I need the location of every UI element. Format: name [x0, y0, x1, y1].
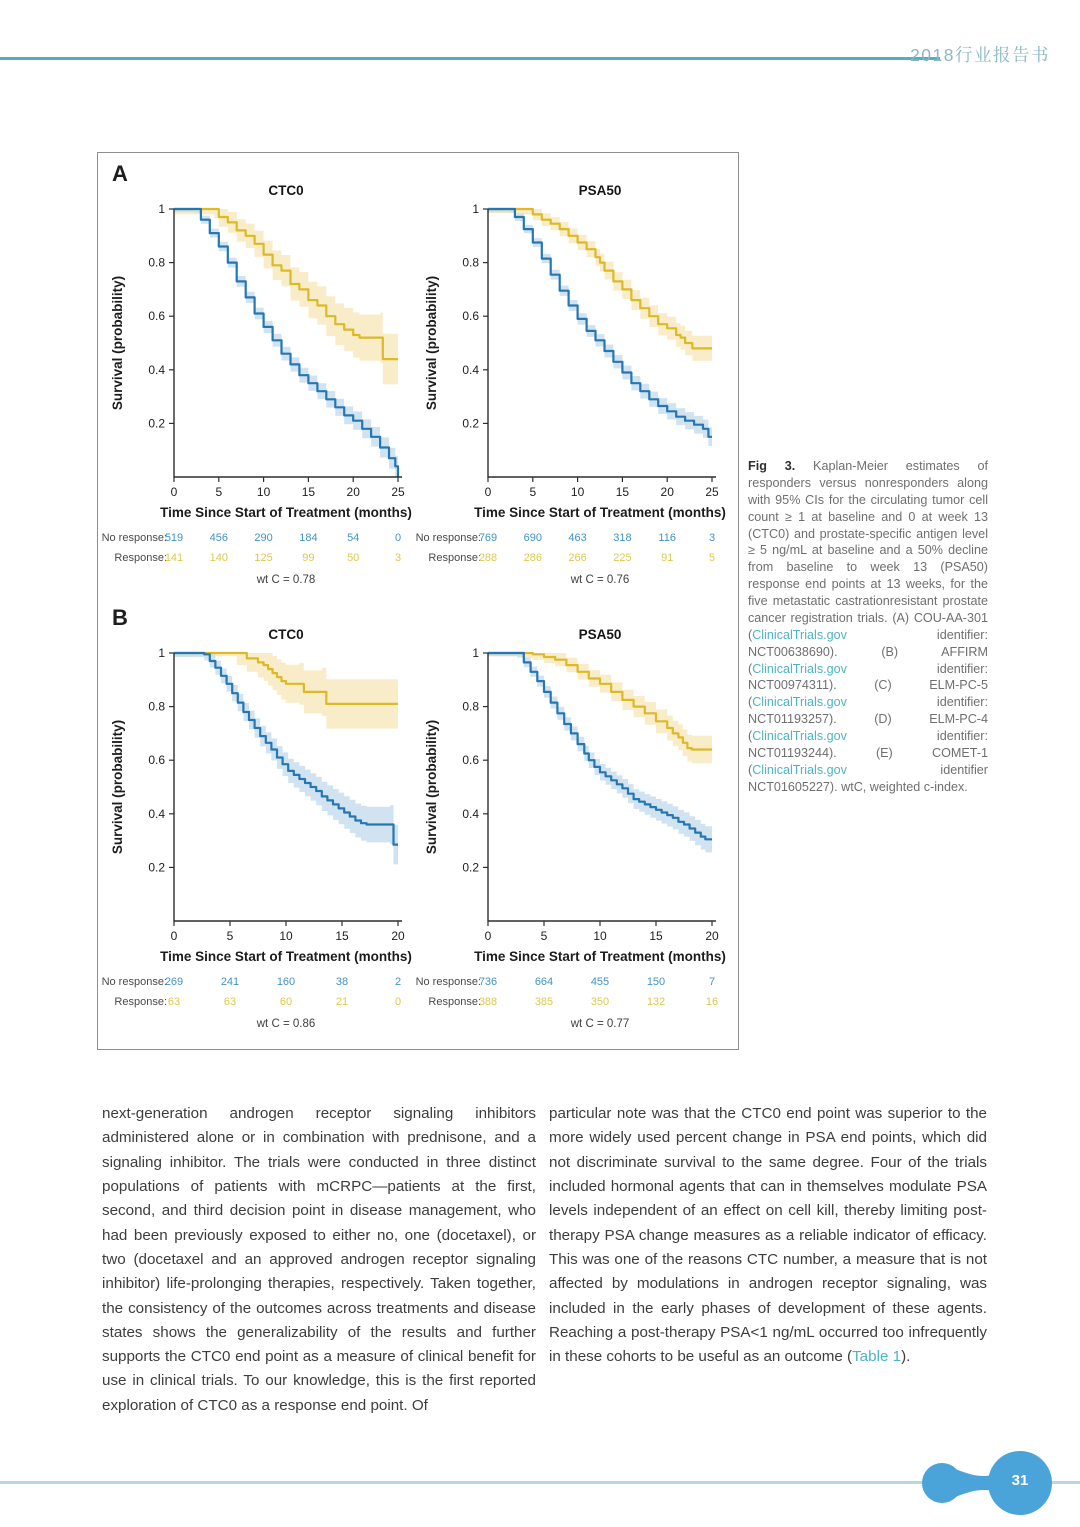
svg-text:Response:: Response:	[114, 996, 167, 1008]
km-chart-b-psa50	[415, 623, 726, 1041]
svg-text:63: 63	[167, 996, 181, 1008]
svg-text:1: 1	[472, 646, 479, 660]
svg-text:269: 269	[164, 976, 184, 988]
svg-text:388: 388	[478, 996, 498, 1008]
text-run: particular note was that the CTC0 end point was superior to the more widely used percent change in PSA end points, which did not discriminate survival to the same degree. Four of the trials included hormonal agents that can in themselves modulate PSA levels independent of an effect on cell kill, thereby limiting post-therapy PSA change measures as a reliable indicator of efficacy. This was one of the reasons CTC number, a measure that is not affected by modulations in androgen receptor signaling, was included in the early phases of development of these agents. Reaching a post-therapy PSA<1 ng/mL occurred too infrequently in these cohorts to be useful as an outcome (	[549, 1105, 987, 1366]
svg-text:10: 10	[593, 929, 607, 943]
figure-3-panel	[97, 152, 739, 1050]
svg-text:PSA50: PSA50	[578, 183, 622, 198]
svg-text:Response:: Response:	[428, 552, 481, 564]
svg-text:266: 266	[568, 552, 587, 564]
svg-text:463: 463	[568, 532, 587, 544]
svg-text:0.8: 0.8	[462, 255, 479, 270]
svg-text:0: 0	[170, 485, 178, 499]
svg-text:5: 5	[215, 485, 223, 499]
clinicaltrials-gov-link[interactable]: ClinicalTrials.gov	[752, 627, 847, 642]
svg-text:Time Since Start of Treatment: Time Since Start of Treatment (months)	[474, 949, 726, 964]
svg-text:0.6: 0.6	[462, 309, 479, 324]
body-left-column	[102, 1102, 536, 1418]
svg-text:1: 1	[158, 646, 165, 660]
svg-text:3: 3	[394, 552, 402, 564]
svg-text:20: 20	[346, 485, 360, 499]
svg-text:Survival (probability): Survival (probability)	[110, 719, 125, 855]
svg-text:No response:: No response:	[101, 976, 167, 988]
svg-text:0.4: 0.4	[462, 362, 479, 377]
text-run: identifier: NCT01193244). (E) COMET-1 (	[748, 729, 988, 777]
svg-text:455: 455	[590, 976, 610, 988]
svg-text:No response:: No response:	[415, 532, 481, 544]
svg-text:385: 385	[534, 996, 554, 1008]
svg-text:3: 3	[708, 532, 716, 544]
svg-text:241: 241	[220, 976, 240, 988]
svg-text:15: 15	[301, 485, 316, 499]
svg-text:20: 20	[705, 929, 719, 943]
svg-text:0.6: 0.6	[148, 309, 165, 324]
panel-b-label: B	[112, 605, 128, 630]
svg-text:wt C = 0.77: wt C = 0.77	[570, 1018, 630, 1030]
svg-text:5: 5	[226, 929, 234, 943]
svg-text:1: 1	[472, 202, 479, 216]
svg-text:290: 290	[254, 532, 273, 544]
svg-text:63: 63	[223, 996, 237, 1008]
svg-text:16: 16	[705, 996, 719, 1008]
svg-text:CTC0: CTC0	[268, 183, 304, 198]
svg-text:0.4: 0.4	[148, 362, 165, 377]
svg-text:PSA50: PSA50	[578, 627, 622, 642]
text-run: ).	[901, 1348, 911, 1366]
svg-text:0.8: 0.8	[148, 255, 165, 270]
svg-text:Time Since Start of Treatment: Time Since Start of Treatment (months)	[474, 505, 726, 520]
svg-text:CTC0: CTC0	[268, 627, 304, 642]
svg-text:0.8: 0.8	[462, 699, 479, 714]
svg-text:125: 125	[254, 552, 273, 564]
svg-text:150: 150	[646, 976, 666, 988]
km-plot-svg	[101, 179, 412, 597]
svg-text:0.8: 0.8	[148, 699, 165, 714]
svg-text:0: 0	[170, 929, 178, 943]
svg-text:7: 7	[708, 976, 716, 988]
svg-text:99: 99	[302, 552, 315, 564]
svg-text:Response:: Response:	[428, 996, 481, 1008]
svg-text:288: 288	[478, 552, 498, 564]
svg-text:5: 5	[529, 485, 537, 499]
svg-text:0.2: 0.2	[462, 860, 479, 875]
svg-text:690: 690	[523, 532, 542, 544]
svg-text:20: 20	[391, 929, 405, 943]
svg-text:225: 225	[613, 552, 632, 564]
km-plot-svg	[101, 623, 412, 1041]
svg-text:No response:: No response:	[101, 532, 167, 544]
header-rule	[0, 57, 940, 60]
svg-text:21: 21	[335, 996, 349, 1008]
svg-text:10: 10	[570, 485, 585, 499]
svg-text:wt C = 0.78: wt C = 0.78	[256, 574, 316, 586]
table-1-link[interactable]: Table 1	[852, 1348, 902, 1366]
svg-text:769: 769	[478, 532, 498, 544]
svg-text:286: 286	[523, 552, 542, 564]
svg-text:0.4: 0.4	[462, 806, 479, 821]
svg-text:91: 91	[661, 552, 674, 564]
svg-text:54: 54	[347, 532, 360, 544]
km-chart-b-ctc0	[101, 623, 412, 1041]
figure-caption-label: Fig 3.	[748, 459, 814, 473]
svg-text:Response:: Response:	[114, 552, 167, 564]
svg-text:15: 15	[649, 929, 663, 943]
text-run: identifier NCT01605227). wtC, weighted c-index.	[748, 762, 988, 794]
svg-text:50: 50	[347, 552, 360, 564]
svg-text:2: 2	[394, 976, 402, 988]
svg-text:Survival (probability): Survival (probability)	[110, 275, 125, 411]
svg-text:350: 350	[590, 996, 610, 1008]
svg-text:1: 1	[158, 202, 165, 216]
svg-text:10: 10	[256, 485, 271, 499]
svg-text:15: 15	[335, 929, 349, 943]
km-plot-svg	[415, 179, 726, 597]
svg-text:0.4: 0.4	[148, 806, 165, 821]
clinicaltrials-gov-link[interactable]: ClinicalTrials.gov	[752, 762, 847, 777]
figure-caption	[748, 458, 988, 796]
footer-rule	[0, 1481, 1080, 1484]
text-run: identifier: NCT00974311). (C) ELM-PC-5 (	[748, 661, 988, 710]
svg-text:0.6: 0.6	[462, 753, 479, 768]
svg-text:0.6: 0.6	[148, 753, 165, 768]
clinicaltrials-gov-link[interactable]: ClinicalTrials.gov	[752, 729, 847, 743]
svg-text:Time Since Start of Treatment: Time Since Start of Treatment (months)	[160, 949, 412, 964]
svg-text:456: 456	[209, 532, 228, 544]
svg-text:15: 15	[615, 485, 630, 499]
text-run: identifier: NCT00638690). (B) AFFIRM (	[748, 627, 988, 676]
svg-text:160: 160	[276, 976, 296, 988]
svg-text:519: 519	[164, 532, 184, 544]
svg-text:10: 10	[279, 929, 293, 943]
clinicaltrials-gov-link[interactable]: ClinicalTrials.gov	[752, 661, 847, 676]
km-plot-svg	[415, 623, 726, 1041]
svg-text:184: 184	[299, 532, 318, 544]
svg-text:132: 132	[646, 996, 666, 1008]
text-run: Kaplan-Meier estimates of responders versus nonresponders along with 95% CIs for the circulating tumor cell count ≥ 1 at baseline and 0 at week 13 (CTC0) and prostate-specific antigen level ≥ 5 ng/mL at baseline and a 50% decline from baseline to week 13 (PSA50) response end points at 13 weeks, for the five metastatic castrationresistant prostate cancer registration trials. (A) COU-AA-301 (	[748, 459, 988, 642]
text-run: identifier: NCT01193257). (D) ELM-PC-4 (	[748, 695, 988, 743]
svg-text:140: 140	[209, 552, 228, 564]
svg-text:0: 0	[394, 532, 402, 544]
svg-text:wt C = 0.76: wt C = 0.76	[570, 574, 630, 586]
svg-text:25: 25	[705, 485, 719, 499]
svg-text:318: 318	[613, 532, 632, 544]
svg-text:141: 141	[164, 552, 184, 564]
body-right-column	[549, 1102, 987, 1369]
svg-text:38: 38	[335, 976, 349, 988]
svg-text:Time Since Start of Treatment: Time Since Start of Treatment (months)	[160, 505, 412, 520]
svg-text:0.2: 0.2	[148, 860, 165, 875]
svg-text:0: 0	[484, 485, 492, 499]
svg-text:60: 60	[279, 996, 293, 1008]
km-chart-a-psa50	[415, 179, 726, 597]
text-run: next-generation androgen receptor signaling inhibitors administered alone or in combination with prednisone, and a signaling inhibitor. The trials were conducted in three distinct populations of patients with mCRPC—patients at the first, second, and third decision point in disease management, who had been previously exposed to either no, one (docetaxel), or two (docetaxel and an approved androgen receptor signaling inhibitor) life-prolonging therapies, respectively. Taken together, the consistency of the outcomes across treatments and disease states shows the generalizability of the results and further supports the CTC0 end point as a measure of clinical benefit for use in clinical trials. To our knowledge, this is the first reported exploration of CTC0 as a response end point. Of	[102, 1105, 536, 1414]
page-number: 31	[1011, 1472, 1029, 1489]
svg-text:No response:: No response:	[415, 976, 481, 988]
svg-text:wt C = 0.86: wt C = 0.86	[256, 1018, 316, 1030]
svg-text:25: 25	[391, 485, 405, 499]
svg-text:0: 0	[394, 996, 402, 1008]
svg-text:0: 0	[484, 929, 492, 943]
svg-text:0.2: 0.2	[148, 416, 165, 431]
header-title: 2018行业报告书	[910, 45, 1050, 65]
svg-text:0.2: 0.2	[462, 416, 479, 431]
svg-text:5: 5	[708, 552, 716, 564]
svg-text:736: 736	[478, 976, 498, 988]
svg-text:20: 20	[660, 485, 674, 499]
svg-text:Survival (probability): Survival (probability)	[424, 275, 439, 411]
svg-text:664: 664	[534, 976, 554, 988]
svg-text:116: 116	[658, 532, 676, 544]
svg-text:Survival (probability): Survival (probability)	[424, 719, 439, 855]
clinicaltrials-gov-link[interactable]: ClinicalTrials.gov	[752, 695, 847, 710]
svg-text:5: 5	[540, 929, 548, 943]
km-chart-a-ctc0	[101, 179, 412, 597]
panel-a-label: A	[112, 161, 128, 186]
